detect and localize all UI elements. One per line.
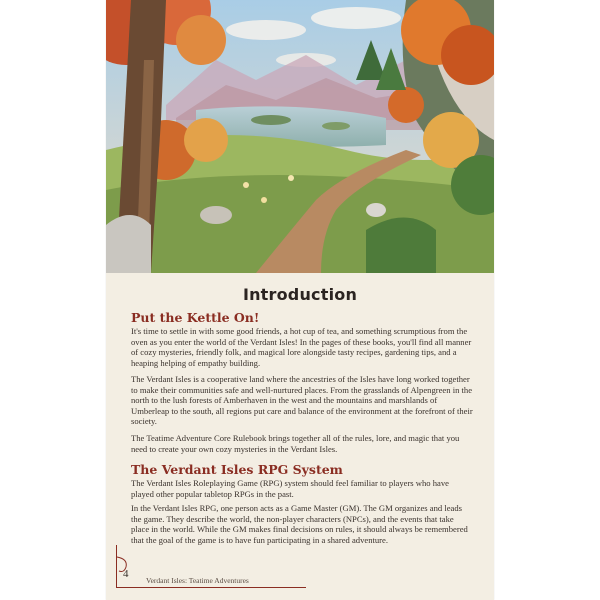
paragraph: The Teatime Adventure Core Rulebook brings together all of the rules, lore, and magic that you need to create your own cozy mysteries in the Verdant Isles. — [131, 433, 460, 454]
running-footer: Verdant Isles: Teatime Adventures — [146, 576, 249, 585]
footer-border-horizontal — [116, 587, 306, 588]
paragraph: The Verdant Isles Roleplaying Game (RPG) system should feel familiar to players who have played other popular tabletop RPGs in the past. — [131, 478, 449, 499]
paragraph: The Verdant Isles is a cooperative land where the ancestries of the Isles have long worked together to make their communities safe and well-nurtured places. From the grasslands of Alpengreen in the north to the lush forests of Amberhaven in the west and the mountains and marshlands of Umberleap to the south, all regions put care and balance of the environment at the forefront of their society. — [131, 374, 473, 427]
landscape-illustration — [106, 0, 494, 273]
section-heading-rpg-system: The Verdant Isles RPG System — [131, 462, 343, 477]
book-page — [106, 0, 494, 600]
section-heading-put-the-kettle-on: Put the Kettle On! — [131, 310, 260, 325]
paragraph: It's time to settle in with some good friends, a hot cup of tea, and something scrumptious from the oven as you enter the world of the Verdant Isles! In the pages of these books, you'll find all manner of cozy mysteries, friendly folk, and magical lore alongside tasty recipes, gardening tips, and a heaping helping of empathy building. — [131, 326, 472, 368]
page-title: Introduction — [242, 285, 358, 304]
page-number: 4 — [123, 568, 129, 580]
paragraph: In the Verdant Isles RPG, one person acts as a Game Master (GM). The GM organizes and leads the game. They describe the world, the non-player characters (NPCs), and the events that take place in the world. While the GM makes final decisions on rules, it should always be remembered that the goal of the game is to have fun participating in a shared adventure. — [131, 503, 468, 545]
